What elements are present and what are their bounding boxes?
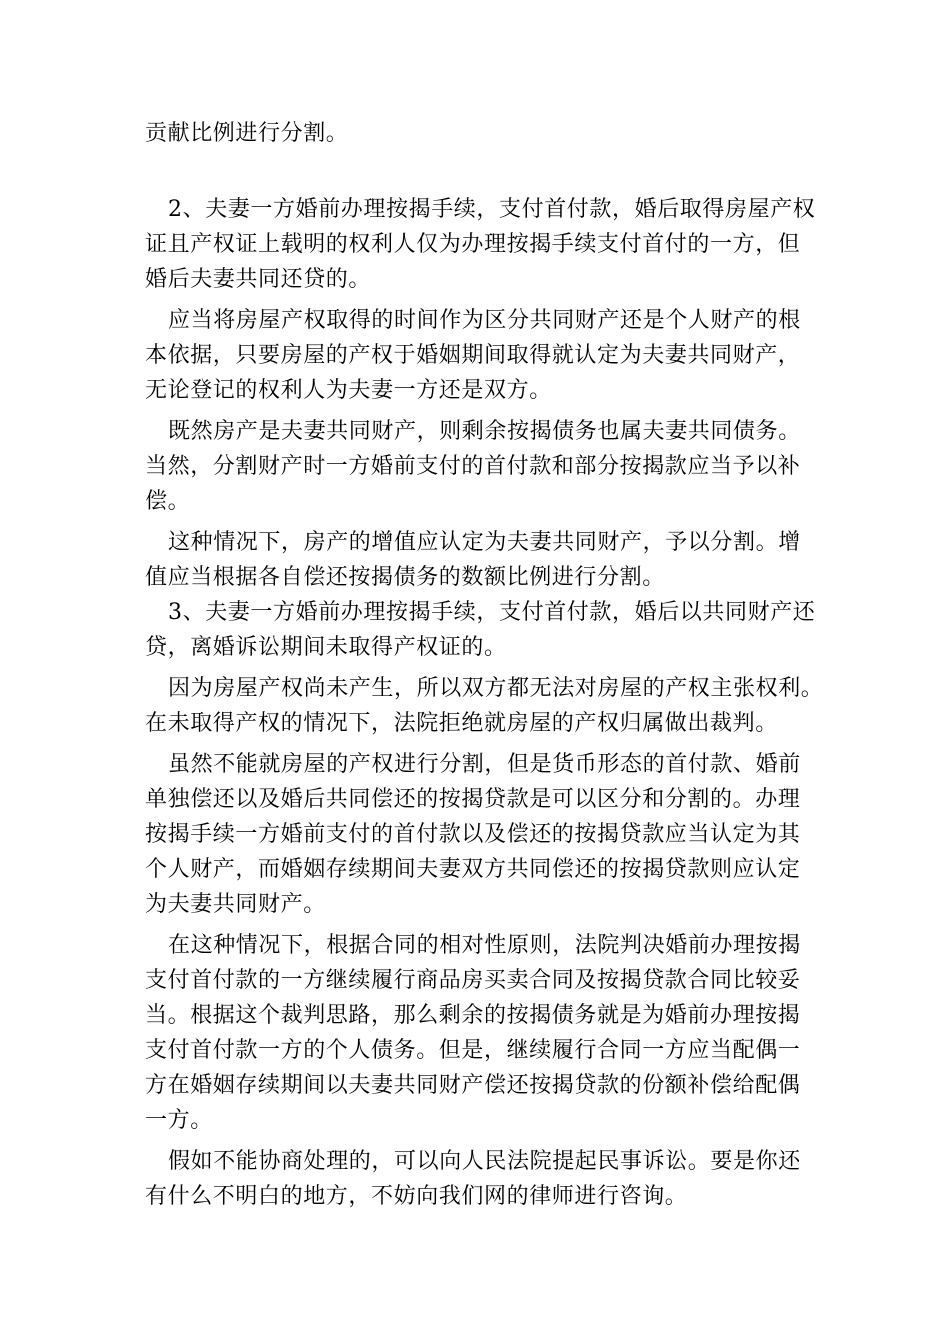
text-line: 值应当根据各自偿还按揭债务的数额比例进行分割。 bbox=[145, 565, 665, 590]
text-line: 虽然不能就房屋的产权进行分割，但是货币形态的首付款、婚前 bbox=[168, 752, 801, 777]
text-line: 单独偿还以及婚后共同偿还的按揭贷款是可以区分和分割的。办理 bbox=[145, 787, 801, 812]
text-line: 支付首付款一方的个人债务。但是，继续履行合同一方应当配偶一 bbox=[145, 1038, 801, 1063]
text-line: 婚后夫妻共同还贷的。 bbox=[145, 267, 372, 292]
text-line: 贡献比例进行分割。 bbox=[145, 121, 349, 146]
text-line: 方在婚姻存续期间以夫妻共同财产偿还按揭贷款的份额补偿给配偶 bbox=[145, 1073, 801, 1098]
text-line: 证且产权证上载明的权利人仅为办理按揭手续支付首付的一方，但 bbox=[145, 232, 801, 257]
text-line: 为夫妻共同财产。 bbox=[145, 892, 326, 917]
text-line: 因为房屋产权尚未产生，所以双方都无法对房屋的产权主张权利。 bbox=[168, 676, 824, 701]
text-line: 在未取得产权的情况下，法院拒绝就房屋的产权归属做出裁判。 bbox=[145, 711, 778, 736]
text-line: 当。根据这个裁判思路，那么剩余的按揭债务就是为婚前办理按揭 bbox=[145, 1003, 801, 1028]
text-line: 一方。 bbox=[145, 1108, 213, 1133]
text-line: 假如不能协商处理的，可以向人民法院提起民事诉讼。要是你还 bbox=[168, 1149, 801, 1174]
text-line: 在这种情况下，根据合同的相对性原则，法院判决婚前办理按揭 bbox=[168, 933, 801, 958]
text-line: 个人财产，而婚姻存续期间夫妻双方共同偿还的按揭贷款则应认定 bbox=[145, 857, 801, 882]
text-line: 支付首付款的一方继续履行商品房买卖合同及按揭贷款合同比较妥 bbox=[145, 968, 801, 993]
text-line: 有什么不明白的地方，不妨向我们网的律师进行咨询。 bbox=[145, 1184, 688, 1209]
text-line: 贷，离婚诉讼期间未取得产权证的。 bbox=[145, 635, 507, 660]
text-line: 应当将房屋产权取得的时间作为区分共同财产还是个人财产的根 bbox=[168, 308, 801, 333]
text-line: 偿。 bbox=[145, 489, 191, 514]
text-line: 当然，分割财产时一方婚前支付的首付款和部分按揭款应当予以补 bbox=[145, 454, 801, 479]
text-line: 2、夫妻一方婚前办理按揭手续，支付首付款，婚后取得房屋产权 bbox=[168, 197, 816, 222]
text-line: 既然房产是夫妻共同财产，则剩余按揭债务也属夫妻共同债务。 bbox=[168, 419, 801, 444]
text-line: 按揭手续一方婚前支付的首付款以及偿还的按揭贷款应当认定为其 bbox=[145, 822, 801, 847]
text-line: 3、夫妻一方婚前办理按揭手续，支付首付款，婚后以共同财产还 bbox=[168, 600, 816, 625]
text-line: 本依据，只要房屋的产权于婚姻期间取得就认定为夫妻共同财产， bbox=[145, 343, 801, 368]
text-line: 这种情况下，房产的增值应认定为夫妻共同财产，予以分割。增 bbox=[168, 530, 801, 555]
text-line: 无论登记的权利人为夫妻一方还是双方。 bbox=[145, 378, 552, 403]
